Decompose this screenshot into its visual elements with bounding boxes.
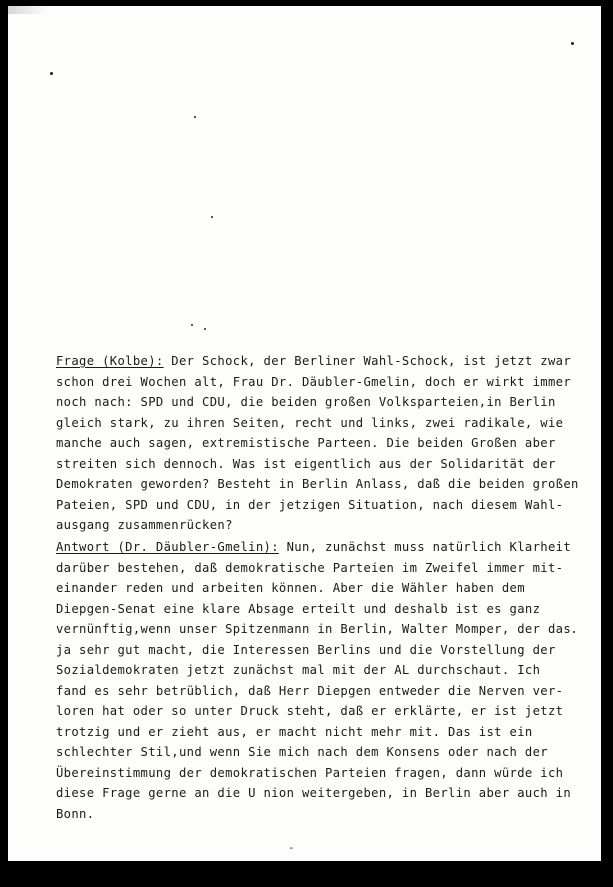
answer-block — [56, 537, 576, 824]
answer-line: schlechter Stil,und wenn Sie mich nach dem Konsens oder nach der — [56, 745, 548, 759]
answer-line: Diepgen-Senat eine klare Absage erteilt und deshalb ist es ganz — [56, 601, 541, 616]
answer-line: Sozialdemokraten jetzt zunächst mal mit der AL durchschaut. Ich — [56, 663, 541, 677]
answer-line: ja sehr gut macht, die Interessen Berlins und die Vorstellung der — [56, 642, 556, 657]
answer-line: Bonn. — [56, 806, 95, 821]
answer-first-line-text: Nun, zunächst muss natürlich Klarheit — [278, 540, 572, 554]
question-line: streiten sich dennoch. Was ist eigentlich aus der Solidarität der — [56, 456, 556, 471]
question-line: gleich stark, zu ihren Seiten, recht und links, zwei radikale, wie — [56, 415, 564, 430]
question-first-line-text: Der Schock, der Berliner Wahl-Schock, ist jetzt zwar — [163, 354, 572, 368]
question-line: manche auch sagen, extremistische Parteen. Die beiden Großen aber — [56, 436, 556, 450]
answer-line: fand es sehr betrüblich, daß Herr Diepgen entweder die Nerven ver- — [56, 683, 564, 698]
scan-speck — [204, 328, 206, 330]
answer-line: trotzig und er zieht aus, er macht nicht mehr mit. Das ist ein — [56, 724, 533, 739]
scan-speck — [571, 42, 574, 45]
answer-line: diese Frage gerne an die U nion weitergeben, in Berlin aber auch in — [56, 786, 572, 800]
document-page — [8, 6, 601, 861]
question-speaker: Frage (Kolbe): — [56, 354, 164, 368]
question-first-line — [56, 351, 576, 372]
answer-speaker: Antwort (Dr. Däubler-Gmelin): — [56, 540, 279, 554]
scan-artifact — [8, 6, 48, 14]
scan-speck — [191, 324, 193, 326]
question-line: ausgang zusammenrücken? — [56, 518, 233, 532]
answer-line: vernünftig,wenn unser Spitzenmann in Berlin, Walter Momper, der das — [56, 622, 572, 636]
question-line: noch nach: SPD und CDU, die beiden großen Volksparteien,in Berlin — [56, 395, 556, 409]
answer-first-line — [56, 537, 576, 558]
question-line: schon drei Wochen alt, Frau Dr. Däubler-Gmelin, doch er wirkt immer — [56, 374, 572, 389]
page-mark: - — [288, 841, 295, 854]
answer-line: darüber bestehen, daß demokratische Parteien im Zweifel immer mit- — [56, 560, 564, 575]
scan-speck — [50, 72, 53, 75]
answer-line: einander reden und arbeiten können. Aber die Wähler haben dem — [56, 581, 525, 595]
answer-line: loren hat oder so unter Druck steht, daß er erklärte, er ist jetzt — [56, 704, 564, 718]
scan-speck — [194, 116, 196, 118]
answer-line: Übereinstimmung der demokratischen Parteien fragen, dann würde ich — [56, 765, 564, 780]
question-line: Pateien, SPD und CDU, in der jetzigen Situation, nach diesem Wahl- — [56, 497, 564, 512]
question-line: Demokraten geworden? Besteht in Berlin Anlass, daß die beiden großen — [56, 477, 579, 491]
question-block — [56, 351, 579, 536]
scan-speck — [211, 216, 213, 218]
